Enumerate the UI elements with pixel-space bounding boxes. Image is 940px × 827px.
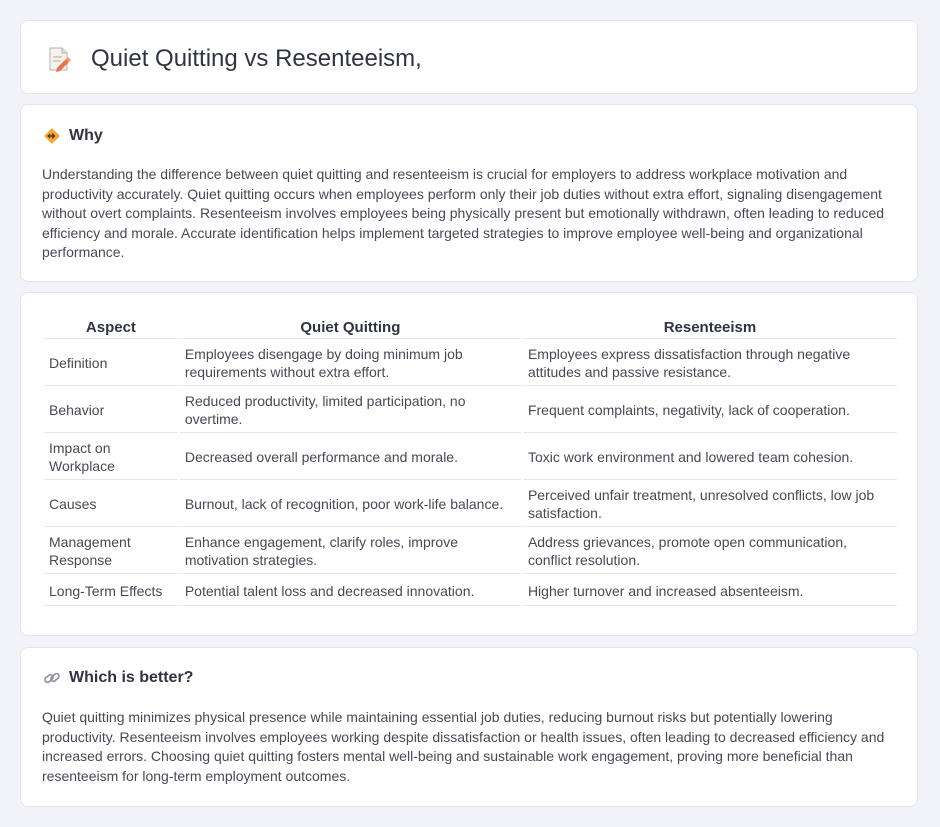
title-row xyxy=(47,45,422,73)
header-quiet-quitting: Quiet Quitting xyxy=(180,317,521,339)
diamond-arrows-icon xyxy=(43,127,61,145)
aspect-cell: Management Response xyxy=(44,529,178,574)
which-better-title: Which is better? xyxy=(69,669,194,686)
resenteeism-cell: Employees express dissatisfaction through negative attitudes and passive resistance. xyxy=(523,341,897,386)
aspect-cell: Definition xyxy=(44,341,178,386)
quiet-quitting-cell: Decreased overall performance and morale. xyxy=(180,435,521,480)
document-pencil-icon xyxy=(47,46,71,72)
page-title: Quiet Quitting vs Resenteeism, xyxy=(91,45,422,72)
table-row xyxy=(44,341,897,386)
quiet-quitting-cell: Employees disengage by doing minimum job requirements without extra effort. xyxy=(180,341,521,386)
table-row xyxy=(44,529,897,574)
resenteeism-cell: Frequent complaints, negativity, lack of cooperation. xyxy=(523,388,897,433)
quiet-quitting-cell: Enhance engagement, clarify roles, improve motivation strategies. xyxy=(180,529,521,574)
which-better-heading xyxy=(43,669,193,687)
why-title: Why xyxy=(69,127,103,144)
link-icon xyxy=(43,669,61,687)
table-row xyxy=(44,388,897,433)
resenteeism-cell: Perceived unfair treatment, unresolved conflicts, low job satisfaction. xyxy=(523,482,897,527)
resenteeism-cell: Toxic work environment and lowered team cohesion. xyxy=(523,435,897,480)
table-header-row xyxy=(44,317,897,339)
why-section xyxy=(20,104,918,282)
quiet-quitting-cell: Reduced productivity, limited participation, no overtime. xyxy=(180,388,521,433)
header-resenteeism: Resenteeism xyxy=(523,317,897,339)
aspect-cell: Long-Term Effects xyxy=(44,576,178,606)
table-row xyxy=(44,435,897,480)
quiet-quitting-cell: Burnout, lack of recognition, poor work-life balance. xyxy=(180,482,521,527)
quiet-quitting-cell: Potential talent loss and decreased innovation. xyxy=(180,576,521,606)
resenteeism-cell: Address grievances, promote open communication, conflict resolution. xyxy=(523,529,897,574)
resenteeism-cell: Higher turnover and increased absenteeism. xyxy=(523,576,897,606)
which-better-text: Quiet quitting minimizes physical presence while maintaining essential job duties, reducing burnout risks but potentially lowering productivity. Resenteeism involves employees working despite dissatisfaction or health issues, often leading to decreased efficiency and increased errors. Choosing quiet quitting fosters mental well-being and sustainable work engagement, proving more beneficial than resenteeism for long-term employment outcomes. xyxy=(42,709,885,784)
aspect-cell: Causes xyxy=(44,482,178,527)
aspect-cell: Impact on Workplace xyxy=(44,435,178,480)
why-heading xyxy=(43,127,103,145)
table-row xyxy=(44,482,897,527)
header-aspect: Aspect xyxy=(44,317,178,339)
title-card xyxy=(20,20,918,94)
why-text: Understanding the difference between quiet quitting and resenteeism is crucial for employers to address workplace motivation and productivity accurately. Quiet quitting occurs when employees perform only their job duties without extra effort, signaling disengagement without overt complaints. Resenteeism involves employees being physically present but emotionally withdrawn, often leading to reduced efficiency and morale. Accurate identification helps implement targeted strategies to improve employee well-being and organizational performance. xyxy=(42,166,885,261)
comparison-section xyxy=(20,292,918,636)
comparison-table xyxy=(42,315,899,608)
table-row xyxy=(44,576,897,606)
aspect-cell: Behavior xyxy=(44,388,178,433)
which-better-section xyxy=(20,647,918,807)
